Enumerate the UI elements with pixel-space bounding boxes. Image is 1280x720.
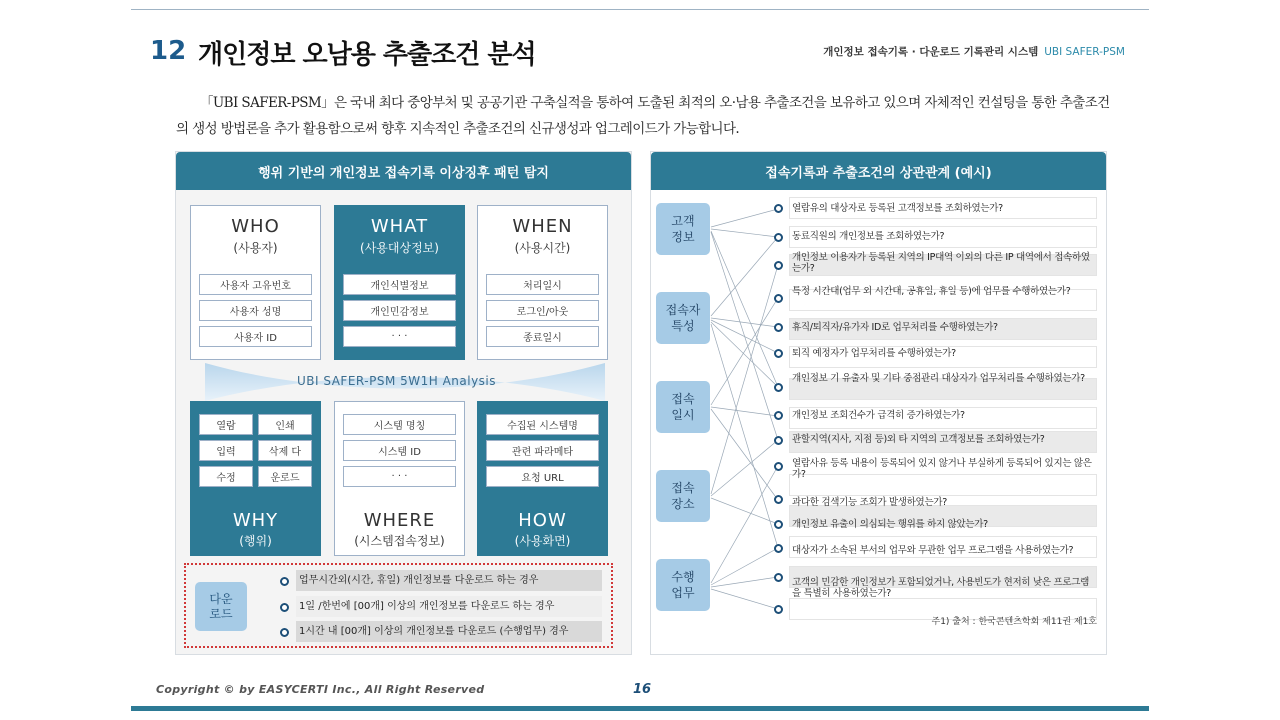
what-item: 개인민감정보	[343, 300, 456, 321]
category-label: 접속 일시	[671, 392, 695, 422]
bottom-rule	[131, 706, 1149, 711]
where-subtitle: (시스템접속정보)	[354, 534, 445, 548]
who-item: 사용자 ID	[199, 326, 312, 347]
question-text: 고객의 민감한 개인정보가 포함되었거나, 사용빈도가 현저히 낮은 프로그램을 특별히 사용하였는가?	[792, 577, 1089, 599]
bullet-icon	[774, 520, 783, 529]
question-text: 열람유의 대상자로 등록된 고객정보를 조회하였는가?	[792, 203, 1003, 214]
footer-page-number: 16	[633, 682, 652, 697]
bullet-icon	[774, 573, 783, 582]
bullet-icon	[774, 323, 783, 332]
when-item: 로그인/아웃	[486, 300, 599, 321]
page-number: 12	[150, 36, 187, 66]
category-customer-info	[656, 203, 710, 255]
intro-text: 「UBI SAFER-PSM」은 국내 최다 중앙부처 및 공공기관 구축실적을 통하여 도출된 최적의 오·남용 추출조건을 보유하고 있으며 자체적인 컨설팅을 통한 추출조건의 생성 방법론을 추가 활용함으로써 향후 지속적인 추출조건의 신규생성과 업그레이드가 가능합니다.	[176, 95, 1110, 137]
category-label: 접속 장소	[671, 481, 695, 511]
how-item: 수집된 시스템명	[486, 414, 599, 435]
download-badge	[195, 582, 247, 631]
bullet-icon	[774, 605, 783, 614]
where-item: 시스템 명칭	[343, 414, 456, 435]
category-label: 고객 정보	[671, 214, 695, 244]
why-box	[190, 401, 321, 556]
where-item: 시스템 ID	[343, 440, 456, 461]
what-item: 개인식별정보	[343, 274, 456, 295]
how-item: 요청 URL	[486, 466, 599, 487]
category-accessor-traits	[656, 292, 710, 344]
question-text: 동료직원의 개인정보를 조회하였는가?	[792, 231, 945, 242]
right-panel-title: 접속기록과 추출조건의 상관관계 (예시)	[651, 152, 1106, 190]
why-item: 열람	[199, 414, 253, 435]
download-condition: 1일 /한번에 [00개] 이상의 개인정보를 다운로드 하는 경우	[296, 596, 602, 617]
download-badge-label: 다운 로드	[209, 591, 233, 621]
where-box	[334, 401, 465, 556]
header-subtitle	[823, 44, 1125, 59]
top-rule	[131, 9, 1149, 10]
who-box	[190, 205, 321, 360]
why-item: 입력	[199, 440, 253, 461]
bullet-icon	[774, 294, 783, 303]
when-title: WHEN	[512, 216, 573, 237]
why-item: 수정	[199, 466, 253, 487]
category-access-location	[656, 470, 710, 522]
question-text: 개인정보 기 유출자 및 기타 중점관리 대상자가 업무처리를 수행하였는가?	[792, 373, 1085, 384]
question-text: 열람사유 등록 내용이 등록되어 있지 않거나 부실하게 등록되어 있지는 않은가?	[792, 458, 1092, 480]
how-subtitle: (사용화면)	[514, 534, 571, 548]
what-subtitle: (사용대상정보)	[360, 241, 439, 255]
page-title: 개인정보 오남용 추출조건 분석	[198, 40, 536, 70]
source-note: 주1) 출처 : 한국콘텐츠학회 제11권 제1호	[931, 617, 1097, 627]
analysis-label: UBI SAFER-PSM 5W1H Analysis	[297, 374, 497, 388]
download-condition: 1시간 내 [00개] 이상의 개인정보를 다운로드 (수행업무) 경우	[296, 621, 602, 642]
who-subtitle: (사용자)	[233, 241, 278, 255]
why-subtitle: (행위)	[239, 534, 272, 548]
category-label: 수행 업무	[671, 570, 695, 600]
header-brand: UBI SAFER-PSM	[1044, 46, 1125, 58]
what-title: WHAT	[370, 216, 429, 237]
why-item: 인쇄	[258, 414, 312, 435]
why-item: 삭제 다	[258, 440, 312, 461]
what-box	[334, 205, 465, 360]
category-task	[656, 559, 710, 611]
bullet-icon	[280, 577, 289, 586]
how-title: HOW	[518, 510, 567, 531]
question-text: 관할지역(지사, 지점 등)외 타 지역의 고객정보를 조회하였는가?	[792, 434, 1045, 445]
where-title: WHERE	[363, 510, 436, 531]
bullet-icon	[774, 495, 783, 504]
question-text: 과다한 검색기능 조회가 발생하였는가?	[792, 497, 947, 508]
category-label: 접속자 특성	[665, 303, 701, 333]
why-title: WHY	[232, 510, 279, 531]
question-text: 대상자가 소속된 부서의 업무와 무관한 업무 프로그램을 사용하였는가?	[792, 545, 1074, 556]
bullet-icon	[774, 261, 783, 270]
when-item: 종료일시	[486, 326, 599, 347]
bullet-icon	[774, 383, 783, 392]
bullet-icon	[774, 436, 783, 445]
who-title: WHO	[231, 216, 280, 237]
how-box	[477, 401, 608, 556]
question-text: 개인정보 유출이 의심되는 행위를 하지 않았는가?	[792, 519, 988, 530]
left-panel-title: 행위 기반의 개인정보 접속기록 이상징후 패턴 탐지	[176, 152, 631, 190]
what-item: · · ·	[343, 326, 456, 347]
question-text: 개인정보 이용자가 등록된 지역의 IP대역 이외의 다른 IP 대역에서 접속하였는가?	[792, 252, 1090, 274]
question-text: 특정 시간대(업무 외 시간대, 공휴일, 휴일 등)에 업무를 수행하였는가?	[792, 286, 1071, 297]
header-system-name: 개인정보 접속기록 · 다운로드 기록관리 시스템	[823, 46, 1039, 58]
question-text: 퇴직 예정자가 업무처리를 수행하였는가?	[792, 348, 956, 359]
bullet-icon	[774, 462, 783, 471]
when-box	[477, 205, 608, 360]
bullet-icon	[280, 628, 289, 637]
bullet-icon	[774, 349, 783, 358]
footer-copyright: Copyright © by EASYCERTI Inc., All Right Reserved	[156, 683, 485, 696]
intro-paragraph	[176, 90, 1111, 142]
who-item: 사용자 성명	[199, 300, 312, 321]
who-item: 사용자 고유번호	[199, 274, 312, 295]
bullet-icon	[774, 204, 783, 213]
bullet-icon	[280, 603, 289, 612]
bullet-icon	[774, 411, 783, 420]
question-text: 개인정보 조회건수가 급격히 증가하였는가?	[792, 410, 965, 421]
where-item: · · ·	[343, 466, 456, 487]
how-item: 관련 파라메타	[486, 440, 599, 461]
question-text: 휴직/퇴직자/유가자 ID로 업무처리를 수행하였는가?	[792, 322, 998, 333]
when-item: 처리일시	[486, 274, 599, 295]
why-item: 운로드	[258, 466, 312, 487]
bullet-icon	[774, 544, 783, 553]
bullet-icon	[774, 233, 783, 242]
category-access-time	[656, 381, 710, 433]
when-subtitle: (사용시간)	[514, 241, 571, 255]
download-condition: 업무시간외(시간, 휴일) 개인정보를 다운로드 하는 경우	[296, 570, 602, 591]
